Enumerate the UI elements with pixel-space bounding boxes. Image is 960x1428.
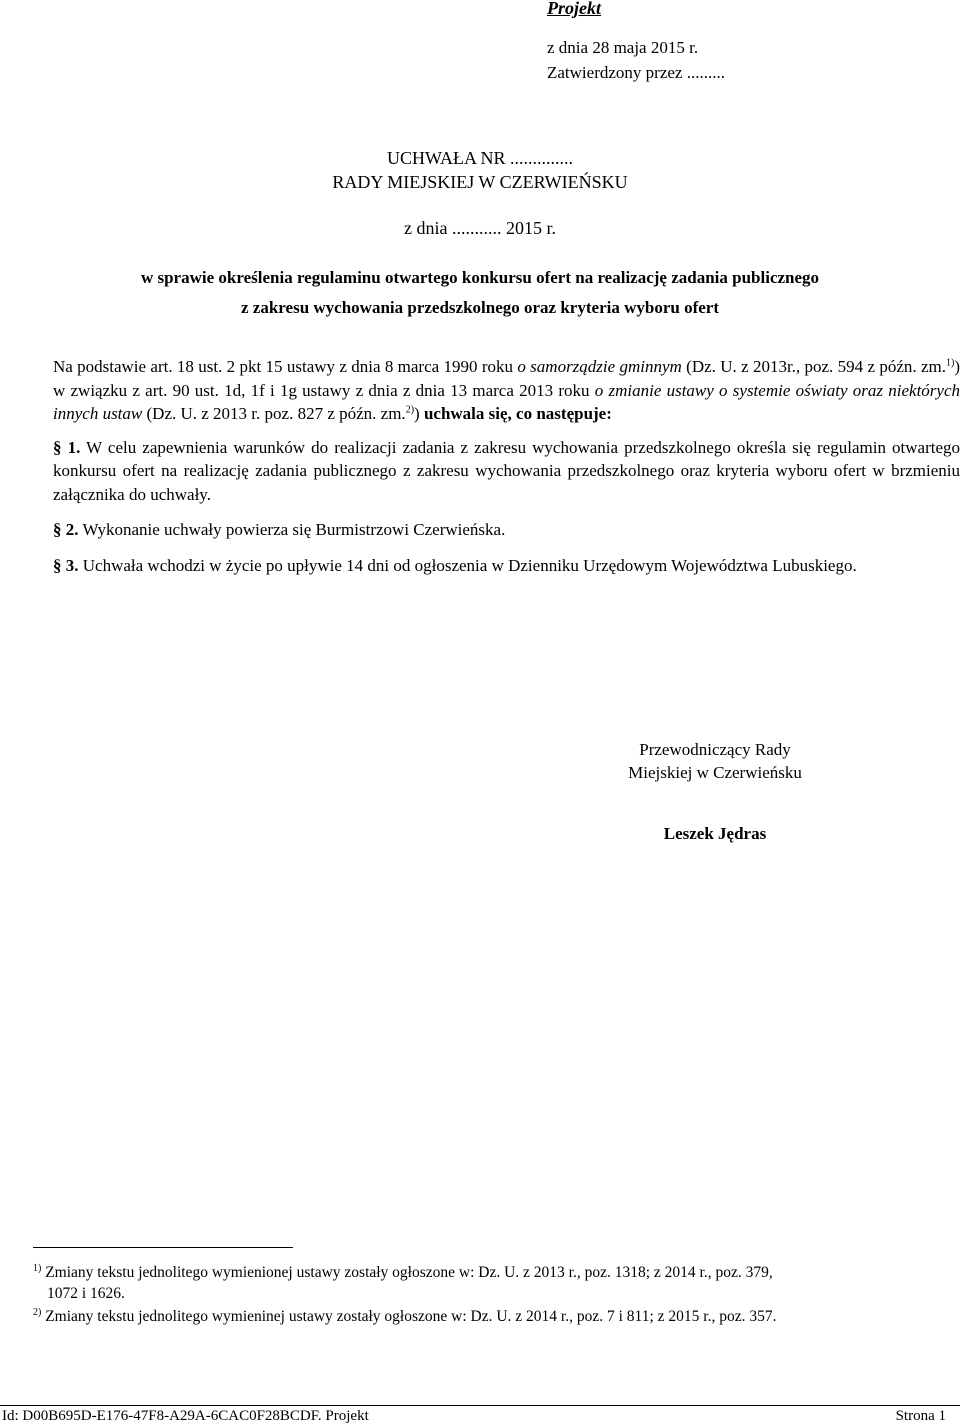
resolution-body bbox=[33, 355, 960, 585]
resolution-subject bbox=[0, 263, 960, 323]
preamble-part-4: (Dz. U. z 2013 r. poz. 827 z późn. zm. bbox=[142, 404, 406, 423]
section-2 bbox=[33, 518, 960, 542]
preamble-part-5: ) bbox=[414, 404, 424, 423]
resolution-date: z dnia ........... 2015 r. bbox=[404, 218, 556, 238]
page-number: Strona 1 bbox=[895, 1408, 946, 1424]
approved-by-line: Zatwierdzony przez ......... bbox=[547, 63, 725, 82]
act-title-2: o zmianie ustawy o systemie oświaty oraz niektórych innych ustaw bbox=[53, 380, 960, 423]
signatory-role-line-1: Przewodniczący Rady bbox=[639, 740, 791, 759]
section-3 bbox=[33, 554, 960, 578]
section-number: § 1. bbox=[53, 437, 81, 457]
draft-date-line: z dnia 28 maja 2015 r. bbox=[547, 38, 699, 57]
resolves-clause: uchwala się, co następuje: bbox=[423, 404, 612, 423]
subject-line-2: z zakresu wychowania przedszkolnego oraz kryteria wyboru ofert bbox=[241, 298, 719, 317]
footnote-text: Zmiany tekstu jednolitego wymieninej ustawy zostały ogłoszone w: Dz. U. z 2014 r., poz. 7 i 811; z 2015 r., poz. 357. bbox=[45, 1308, 777, 1325]
footnote-mark: 2) bbox=[33, 1306, 42, 1318]
section-text: Uchwała wchodzi w życie po upływie 14 dni od ogłoszenia w Dzienniku Urzędowym Województwa Lubuskiego. bbox=[78, 555, 857, 575]
footnote-text: Zmiany tekstu jednolitego wymienionej ustawy zostały ogłoszone w: Dz. U. z 2013 r., poz. 1318; z 2014 r., poz. 379, bbox=[45, 1264, 773, 1281]
footnote-ref-1: 1) bbox=[946, 357, 955, 369]
section-text: W celu zapewnienia warunków do realizacji zadania z zakresu wychowania przedszkolnego określa się regulamin otwartego konkursu ofert na realizację zadania publicznego z zakresu wychowania przedszkolnego oraz kryteria wyboru ofert w brzmieniu załącznika do uchwały. bbox=[53, 437, 960, 504]
footnote-ref-2: 2) bbox=[405, 404, 415, 416]
section-number: § 3. bbox=[53, 555, 79, 575]
signatory-role-line-2: Miejskiej w Czerwieńsku bbox=[628, 763, 802, 782]
council-name: RADY MIEJSKIEJ W CZERWIEŃSKU bbox=[332, 172, 628, 192]
footer-rule bbox=[0, 1405, 960, 1406]
footnote-mark: 1) bbox=[33, 1262, 42, 1274]
subject-line-1: w sprawie określenia regulaminu otwartego konkursu ofert na realizację zadania publicznego bbox=[140, 268, 820, 287]
act-title-1: o samorządzie gminnym bbox=[517, 357, 682, 376]
section-number: § 2. bbox=[53, 520, 79, 539]
document-id: Id: D00B695D-E176-47F8-A29A-6CAC0F28BCDF. Projekt bbox=[2, 1408, 369, 1424]
footnotes bbox=[33, 1262, 960, 1329]
preamble-part-2: (Dz. U. z 2013r., poz. 594 z późn. zm. bbox=[681, 357, 946, 376]
signature-block bbox=[560, 738, 870, 845]
section-1 bbox=[33, 436, 960, 507]
preamble-part-3: ) w związku z art. 90 ust. 1d, 1f i 1g ustawy z dnia z dnia 13 marca 2013 roku bbox=[53, 357, 960, 400]
footnote-1 bbox=[33, 1262, 960, 1304]
section-text: Wykonanie uchwały powierza się Burmistrzowi Czerwieńska. bbox=[78, 520, 506, 539]
footnote-text-continued: 1072 i 1626. bbox=[47, 1285, 125, 1302]
footnote-separator bbox=[33, 1247, 293, 1248]
signatory-name: Leszek Jędras bbox=[663, 824, 767, 843]
draft-status-label: Projekt bbox=[547, 0, 601, 18]
footnote-2 bbox=[33, 1306, 960, 1327]
preamble-part-1: Na podstawie art. 18 ust. 2 pkt 15 ustawy z dnia 8 marca 1990 roku bbox=[53, 357, 518, 376]
preamble bbox=[33, 355, 960, 426]
resolution-number: UCHWAŁA NR .............. bbox=[386, 148, 573, 168]
